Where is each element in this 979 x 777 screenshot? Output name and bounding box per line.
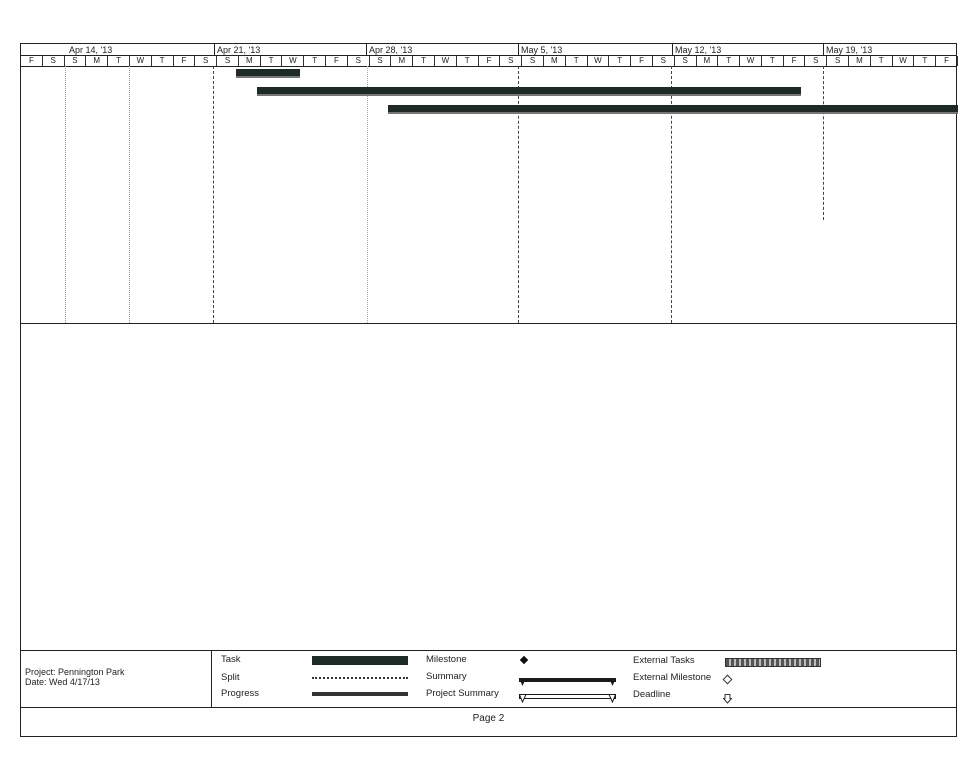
week-divider-mark: [823, 44, 824, 55]
week-label-apr-28: Apr 28, '13: [369, 45, 413, 55]
task-bar[interactable]: [388, 105, 958, 114]
gridline: [367, 66, 368, 323]
week-boundary-line: [823, 66, 824, 220]
day-cell: T: [261, 56, 283, 66]
gridline: [129, 66, 130, 323]
week-divider-mark: [214, 44, 215, 55]
task-bar[interactable]: [257, 87, 801, 96]
day-cell: S: [43, 56, 65, 66]
page-number: Page 2: [472, 713, 505, 724]
week-divider-mark: [518, 44, 519, 55]
day-cell: S: [348, 56, 370, 66]
external-milestone-diamond-icon: [723, 675, 733, 685]
day-cell: T: [914, 56, 936, 66]
week-label-may-5: May 5, '13: [521, 45, 563, 55]
task-bar[interactable]: [236, 69, 300, 78]
legend-external-tasks-symbol: [725, 658, 821, 667]
day-cell: S: [195, 56, 217, 66]
day-cell: S: [500, 56, 522, 66]
week-boundary-line: [213, 66, 214, 323]
day-cell: F: [21, 56, 43, 66]
project-name: Project: Pennington Park: [25, 667, 125, 677]
gantt-page-frame: [20, 43, 957, 737]
legend-external-tasks-label: External Tasks: [633, 655, 695, 666]
legend-split-label: Split: [221, 672, 240, 683]
empty-chart-region: [21, 324, 956, 650]
day-cell: M: [239, 56, 261, 66]
day-cell: T: [609, 56, 631, 66]
week-divider-mark: [366, 44, 367, 55]
day-cell: S: [675, 56, 697, 66]
day-cell: W: [435, 56, 457, 66]
day-cell: F: [479, 56, 501, 66]
day-cell: T: [762, 56, 784, 66]
day-cell: S: [805, 56, 827, 66]
day-cell: T: [718, 56, 740, 66]
day-cell: M: [697, 56, 719, 66]
week-label-may-19: May 19, '13: [826, 45, 873, 55]
legend-split-symbol: [312, 677, 408, 679]
week-label-apr-21: Apr 21, '13: [217, 45, 261, 55]
day-cell: W: [588, 56, 610, 66]
day-cell: T: [566, 56, 588, 66]
milestone-diamond-icon: [520, 656, 528, 664]
day-cell: M: [544, 56, 566, 66]
week-label-apr-14: Apr 14, '13: [69, 45, 113, 55]
day-cell: S: [65, 56, 87, 66]
day-cell: M: [391, 56, 413, 66]
day-cell: T: [871, 56, 893, 66]
day-cell: S: [653, 56, 675, 66]
day-cell: W: [740, 56, 762, 66]
week-label-may-12: May 12, '13: [675, 45, 722, 55]
legend-milestone-label: Milestone: [426, 654, 467, 665]
day-cell: M: [849, 56, 871, 66]
day-cell: S: [827, 56, 849, 66]
project-date: Date: Wed 4/17/13: [25, 677, 100, 687]
day-cell: S: [522, 56, 544, 66]
legend-external-milestone-label: External Milestone: [633, 672, 712, 683]
day-cell: F: [174, 56, 196, 66]
timeline-header: [21, 44, 956, 66]
day-cell: T: [457, 56, 479, 66]
legend-project-info: [21, 651, 212, 707]
legend-summary-label: Summary: [426, 671, 467, 682]
legend-project-summary-label: Project Summary: [426, 688, 499, 699]
day-cell: F: [326, 56, 348, 66]
legend-progress-label: Progress: [221, 688, 260, 699]
day-cell: F: [936, 56, 958, 66]
day-cell: T: [108, 56, 130, 66]
day-cell: W: [893, 56, 915, 66]
legend-task-symbol: [312, 656, 408, 665]
week-divider-mark: [672, 44, 673, 55]
gantt-chart-area: [21, 66, 956, 324]
day-cell: T: [304, 56, 326, 66]
legend-progress-symbol: [312, 692, 408, 696]
legend-panel: [21, 650, 956, 708]
legend-deadline-label: Deadline: [633, 689, 671, 700]
day-cell: T: [413, 56, 435, 66]
page-footer: [21, 706, 956, 734]
day-cell: M: [86, 56, 108, 66]
day-cell: S: [370, 56, 392, 66]
legend-task-label: Task: [221, 654, 241, 665]
day-cell: T: [152, 56, 174, 66]
day-cell: W: [282, 56, 304, 66]
day-cell: S: [217, 56, 239, 66]
gridline: [65, 66, 66, 323]
day-cell: F: [784, 56, 806, 66]
day-cell: W: [130, 56, 152, 66]
day-cell: F: [631, 56, 653, 66]
